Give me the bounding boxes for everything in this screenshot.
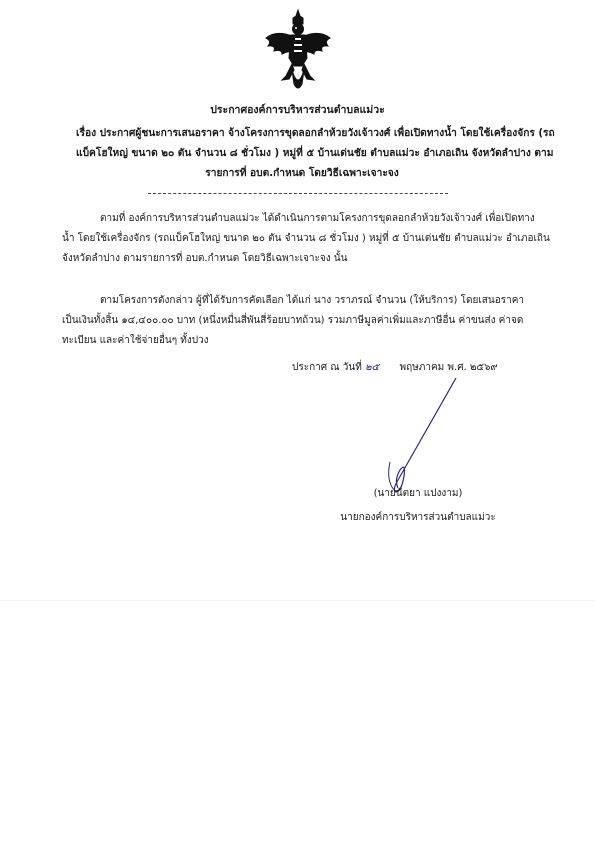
signer-name: (นายนัตยา แปงงาม) [373, 488, 463, 499]
subject-line-3: รายการที่ อบต.กำหนด โดยวิธีเฉพาะเจาะจง [205, 168, 399, 179]
document-title: ประกาศองค์การบริหารส่วนตำบลแม่วะ [210, 104, 385, 116]
subject-line-2: แบ็คโฮใหญ่ ขนาด ๒๐ ตัน จำนวน ๘ ชั่วโมง ) หมู่ที่ ๕ บ้านเด่นชัย ตำบลแม่วะ อำเภอเถิน จังหวัดลำปาง ตาม [76, 148, 554, 159]
page-fold-line [0, 600, 595, 601]
body-paragraph-1 [62, 209, 550, 269]
signature-block [320, 482, 516, 530]
paragraph-1-line-2: น้ำ โดยใช้เครื่องจักร (รถแบ็คโฮใหญ่ ขนาด ๒๐ ตัน จำนวน ๘ ชั่วโมง ) หมู่ที่ ๕ บ้านเด่นชัย ตำบลแม่วะ อำเภอเถิน [62, 233, 550, 244]
signer-position: นายกองค์การบริหารส่วนตำบลแม่วะ [340, 512, 496, 523]
section-divider [148, 193, 448, 194]
paragraph-1-line-1: ตามที่ องค์การบริหารส่วนตำบลแม่วะ ได้ดำเนินการตามโครงการขุดลอกลำห้วยวังเจ้าวงศ์ เพื่อเปิดทาง [100, 213, 535, 224]
paragraph-2-line-3: ทะเบียน และค่าใช้จ่ายอื่นๆ ทั้งปวง [62, 335, 209, 346]
announce-month-year: พฤษภาคม พ.ศ. ๒๕๖๙ [399, 362, 498, 373]
announcement-date [292, 360, 498, 375]
paragraph-2-line-2: เป็นเงินทั้งสิ้น ๑๔,๔๐๐.๐๐ บาท (หนึ่งหมื่นสี่พันสี่ร้อยบาทถ้วน) รวมภาษีมูลค่าเพิ่มและภาษีอื่น ค่าขนส่ง ค่าจด [62, 315, 524, 326]
announce-label: ประกาศ ณ วันที่ [292, 362, 362, 373]
subject-block [76, 124, 555, 184]
paragraph-1-line-3: จังหวัดลำปาง ตามรายการที่ อบต.กำหนด โดยวิธีเฉพาะเจาะจง นั้น [62, 253, 348, 264]
garuda-emblem-icon [262, 8, 334, 92]
body-paragraph-2 [62, 291, 544, 351]
announce-day: ๒๕ [364, 362, 380, 373]
paragraph-2-line-1: ตามโครงการดังกล่าว ผู้ที่ได้รับการคัดเลือก ได้แก่ นาง วราภรณ์ จำนวน (ให้บริการ) โดยเสนอราคา [100, 295, 524, 306]
subject-line-1: เรื่อง ประกาศผู้ชนะการเสนอราคา จ้างโครงการขุดลอกลำห้วยวังเจ้าวงศ์ เพื่อเปิดทางน้ำ โดยใช้เครื่องจักร (รถ [76, 128, 555, 139]
